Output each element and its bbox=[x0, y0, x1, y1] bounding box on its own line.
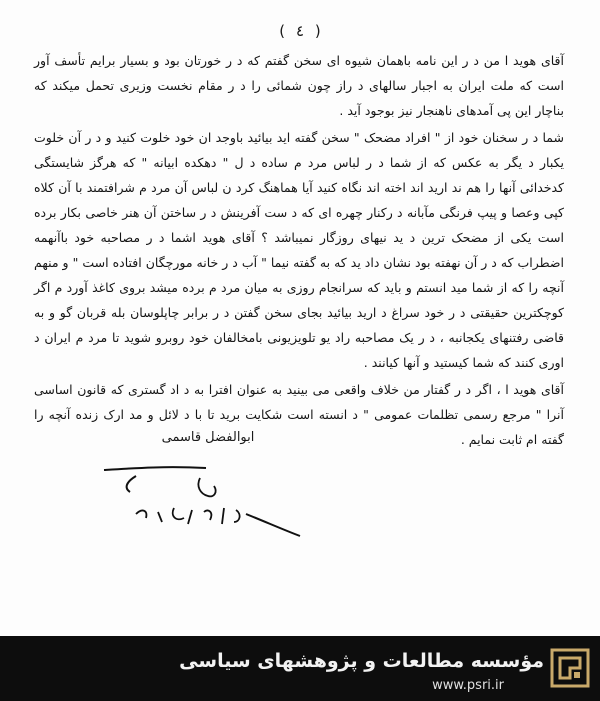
page-number: ( ٤ ) bbox=[277, 22, 323, 40]
paragraph-2: شما د ر سخنان خود از " افراد مضحک " سخن گفته اید بیائید باوجد ان خود خلوت کنید و د ر آن خلوت یکبار د یگر به عکس که از شما د ر لباس مرد م ساده د ل " دهکده ابیانه " که هرگز شایستگی کدخدائی آنها را هم ند ارید اند اخته اند نگاه کنید آیا هماهنگ کرد ن لباس آن مرد م شرافتمند با آن کلاه کپی وعصا و پیپ فرنگی مآبانه د رکنار چهره ای که د ست آفرینش د ر ساختن آن هنر خاصی بکار برده است یکی از مضحک ترین د ید نیهای روزگار نمیباشد ؟ آقای هوید اشما د ر مصاحبه خود باآنهمه اضطراب که د ر آن نهفته بود نشان داد ید که به گفته نیما " آب د ر خانه مورچگان افتاده است " و منهم آنچه را که از شما مید انستم و باید که سرانجام روزی به میان مرد م برده میشد بروی کاغذ آورد م اگر کوچکترین حقیقتی د ر خود سراغ د ارید بیائید بجای سخن گفتن د ر برابر چاپلوسان بله قربان گو و به قاضی رفتنهای یکجانبه ، د ر یک مصاحبه راد یو تلویزیونی بامخالفان خود روبرو شوید تا مرد م ایران د اوری کنند که شما کیستید و آنها کیانند . bbox=[34, 130, 564, 370]
paragraph-1: آقای هوید ا من د ر این نامه باهمان شیوه ای سخن گفتم که د ر خورتان بود و بسیار برایم تأسف آور است که ملت ایران به اجبار سالهای د راز چون شمائی را د ر مقام نخست وزیری تحمل میکند که بناچار این پی آمدهای ناهنجار نیز بوجود آید . bbox=[34, 53, 564, 118]
institute-name: مؤسسه مطالعات و پژوهشهای سیاسی bbox=[179, 650, 544, 672]
handwritten-signature bbox=[96, 452, 306, 544]
letter-body bbox=[34, 48, 564, 452]
signer-name: ابوالفضل قاسمی bbox=[161, 430, 255, 445]
institute-url[interactable]: www.psri.ir bbox=[432, 678, 504, 693]
institute-footer bbox=[0, 636, 600, 701]
paragraph-3: آقای هوید ا ، اگر د ر گفتار من خلاف واقعی می بینید به عنوان افترا به د اد گستری که قانون اساسی آنرا " مرجع رسمی تظلمات عمومی " د انسته است شکایت برید تا با د لائل و مد ارک زنده آنچه را گفته ام ثابت نمایم . bbox=[34, 382, 564, 447]
psri-logo-icon bbox=[550, 648, 590, 688]
